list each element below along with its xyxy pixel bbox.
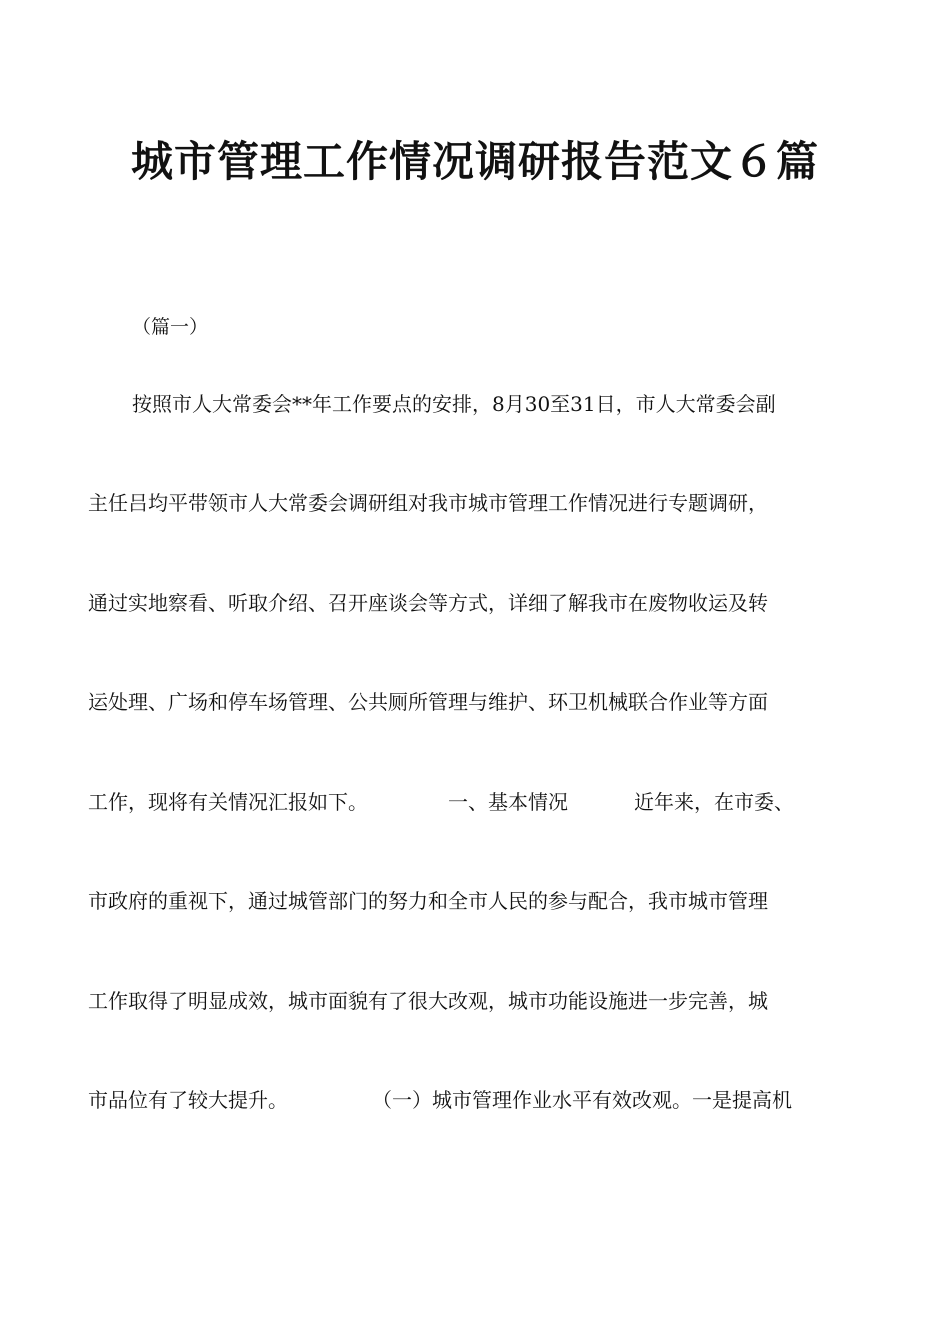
paragraph-line-1: 按照市人大常委会**年工作要点的安排，8月30至31日，市人大常委会副	[132, 392, 776, 416]
paragraph-line-5	[88, 786, 858, 818]
section-label: （篇一）	[132, 316, 209, 338]
subsection-heading-1: （一）城市管理作业水平有效改观。一是提高机	[372, 1088, 792, 1112]
paragraph-line-6: 市政府的重视下，通过城管部门的努力和全市人民的参与配合，我市城市管理	[88, 889, 768, 913]
line-8-text-a: 市品位有了较大提升。	[88, 1088, 288, 1112]
paragraph-line-2: 主任吕均平带领市人大常委会调研组对我市城市管理工作情况进行专题调研，	[88, 491, 768, 515]
paragraph-line-8	[88, 1084, 858, 1116]
paragraph-line-7: 工作取得了明显成效，城市面貌有了很大改观，城市功能设施进一步完善，城	[88, 989, 768, 1013]
document-title: 城市管理工作情况调研报告范文６篇	[130, 137, 819, 186]
line-5-text-b: 近年来，在市委、	[634, 790, 794, 814]
line-5-text-a: 工作，现将有关情况汇报如下。	[88, 790, 368, 814]
section-heading-basic: 一、基本情况	[448, 790, 568, 814]
paragraph-line-3: 通过实地察看、听取介绍、召开座谈会等方式，详细了解我市在废物收运及转	[88, 591, 768, 615]
paragraph-line-4: 运处理、广场和停车场管理、公共厕所管理与维护、环卫机械联合作业等方面	[88, 690, 768, 714]
